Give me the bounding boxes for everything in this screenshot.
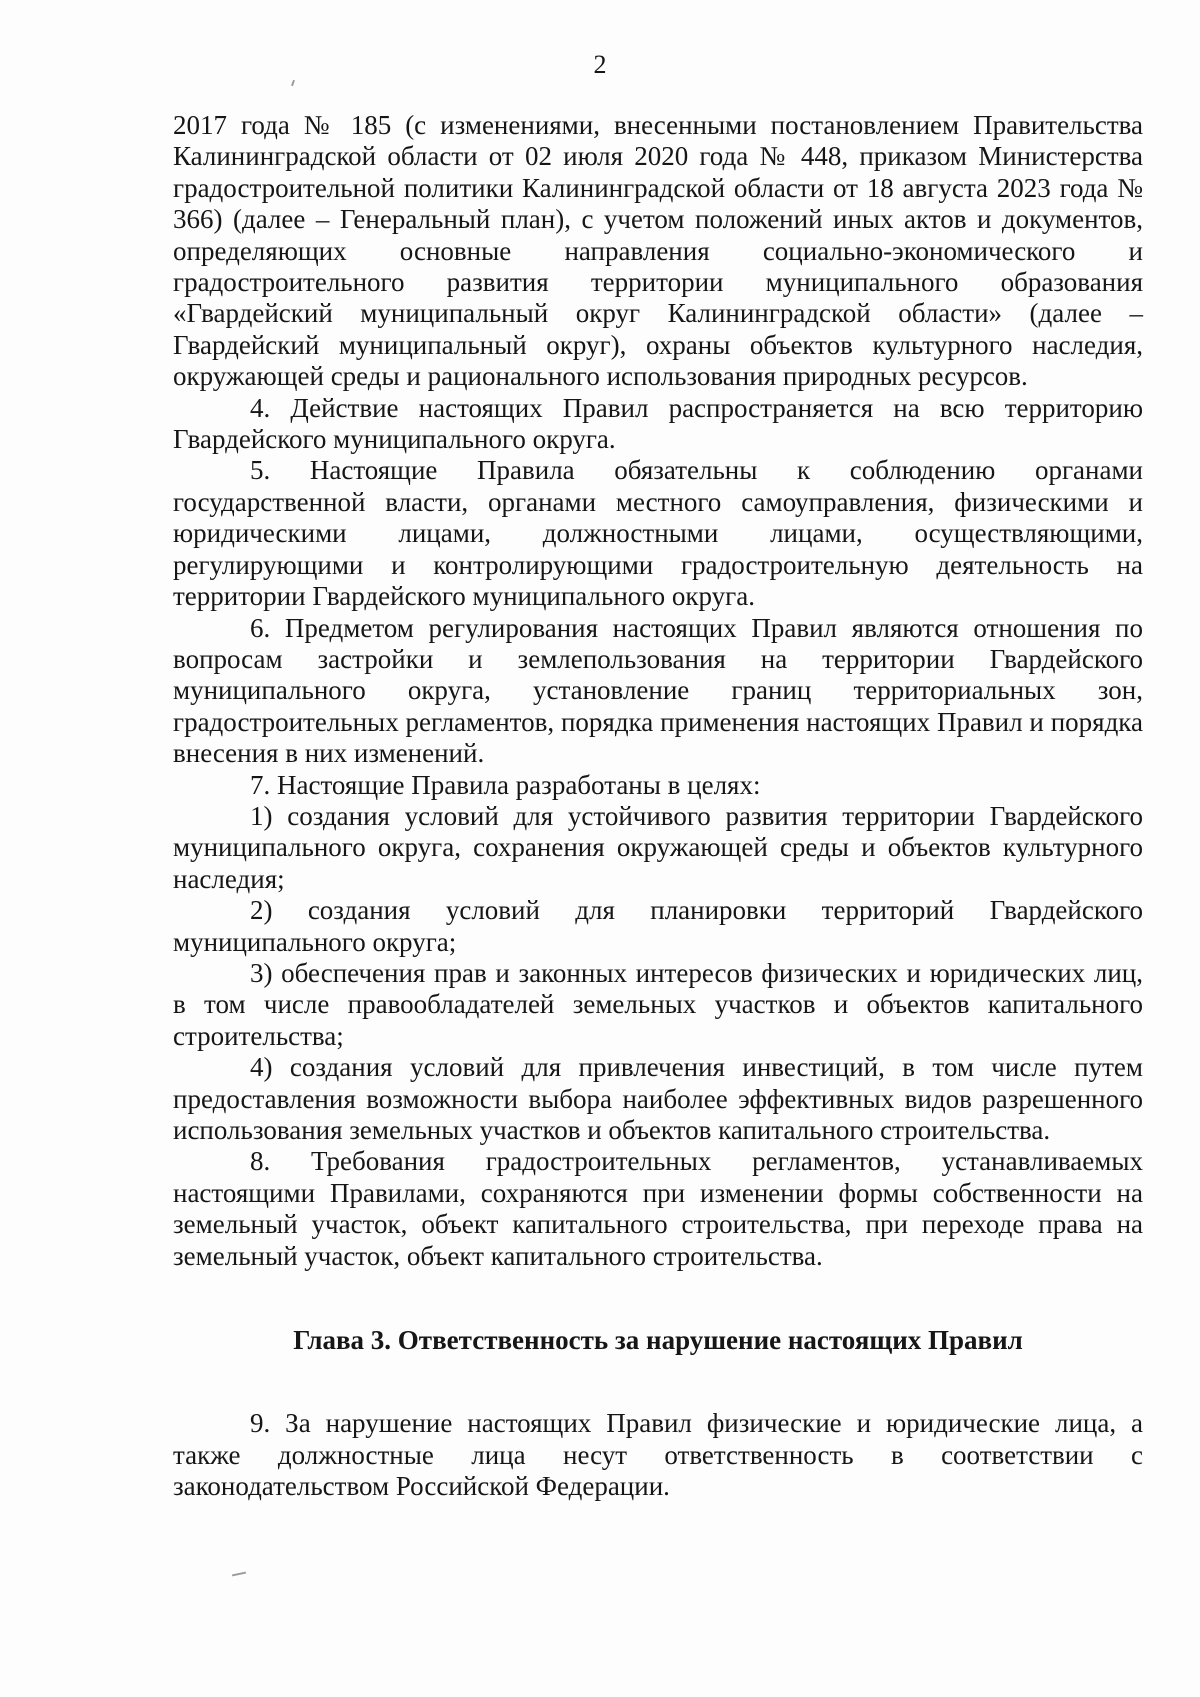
paragraph-subitem-3: 3) обеспечения прав и законных интересов физических и юридических лиц, в том числе правообладателей земельных участков и объектов капитального строительства; xyxy=(173,957,1143,1051)
paragraph-item-4: 4. Действие настоящих Правил распространяется на всю территорию Гвардейского муниципального округа. xyxy=(173,392,1143,455)
paragraph-item-9: 9. За нарушение настоящих Правил физические и юридические лица, а также должностные лица несут ответственность в соответствии с законодательством Российской Федерации. xyxy=(173,1408,1143,1502)
document-body xyxy=(173,110,1143,1503)
paragraph-subitem-1: 1) создания условий для устойчивого развития территории Гвардейского муниципального округа, сохранения окружающей среды и объектов культурного наследия; xyxy=(173,800,1143,894)
paragraph-subitem-2: 2) создания условий для планировки территорий Гвардейского муниципального округа; xyxy=(173,895,1143,957)
scan-speck xyxy=(232,1572,246,1577)
paragraph-continuation: 2017 года № 185 (с изменениями, внесенными постановлением Правительства Калининградской области от 02 июля 2020 года № 448, приказом Министерства градостроительной политики Калининградской области от 18 августа 2023 года № 366) (далее – Генеральный план), с учетом положений иных актов и документов, определяющих основные направления социально-экономического и градостроительного развития территории муниципального образования «Гвардейский муниципальный округ Калининградской области» (далее – Гвардейский муниципальный округ), охраны объектов культурного наследия, окружающей среды и рационального использования природных ресурсов. xyxy=(173,110,1143,392)
paragraph-item-7: 7. Настоящие Правила разработаны в целях: xyxy=(250,769,761,800)
chapter-title: Глава 3. Ответственность за нарушение настоящих Правил xyxy=(293,1325,1023,1356)
paragraph-subitem-4: 4) создания условий для привлечения инвестиций, в том числе путем предоставления возможности выбора наиболее эффективных видов разрешенного использования земельных участков и объектов капитального строительства. xyxy=(173,1052,1143,1145)
scan-speck xyxy=(291,80,295,86)
page-number: 2 xyxy=(593,50,607,79)
paragraph-item-5: 5. Настоящие Правила обязательны к соблюдению органами государственной власти, органами местного самоуправления, физическими и юридическими лицами, должностными лицами, осуществляющими, регулирующими и контролирующими градостроительную деятельность на территории Гвардейского муниципального округа. xyxy=(173,455,1143,612)
paragraph-item-6: 6. Предметом регулирования настоящих Правил являются отношения по вопросам застройки и землепользования на территории Гвардейского муниципального округа, установление границ территориальных зон, градостроительных регламентов, порядка применения настоящих Правил и порядка внесения в них изменений. xyxy=(173,612,1143,769)
paragraph-item-8: 8. Требования градостроительных регламентов, устанавливаемых настоящими Правилами, сохраняются при изменении формы собственности на земельный участок, объект капитального строительства, при переходе права на земельный участок, объект капитального строительства. xyxy=(173,1146,1143,1271)
